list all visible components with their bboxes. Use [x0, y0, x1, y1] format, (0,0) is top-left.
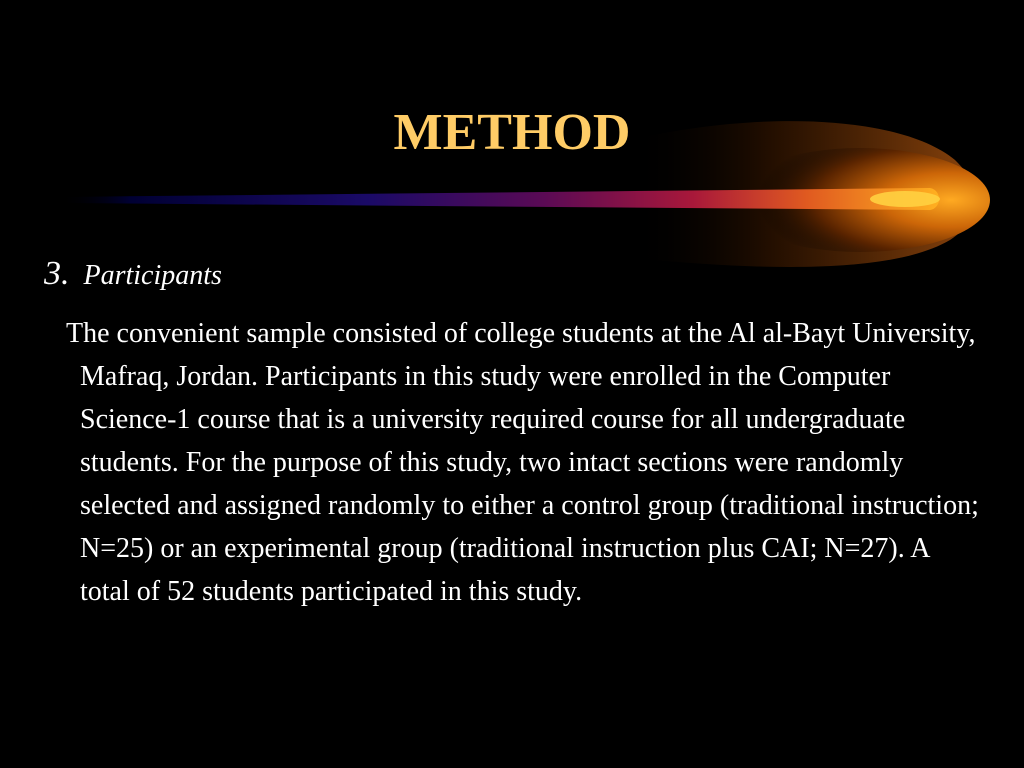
comet-tail — [60, 188, 939, 210]
body-paragraph: The convenient sample consisted of college students at the Al al-Bayt University, Mafraq, Jordan. Participants in this study were enrolled in the Computer Science-1 course that is a university required course for all undergraduate students. For the purpose of this study, two intact sections were randomly selected and assigned randomly to either a control group (traditional instruction; N=25) or an experimental group (traditional instruction plus CAI; N=27). A total of 52 students participated in this study. — [66, 318, 979, 607]
comet-core — [870, 191, 940, 207]
section-number: 3. — [44, 255, 70, 292]
section-title: Participants — [83, 260, 222, 291]
slide-title: METHOD — [393, 104, 631, 161]
section-heading — [44, 252, 222, 298]
